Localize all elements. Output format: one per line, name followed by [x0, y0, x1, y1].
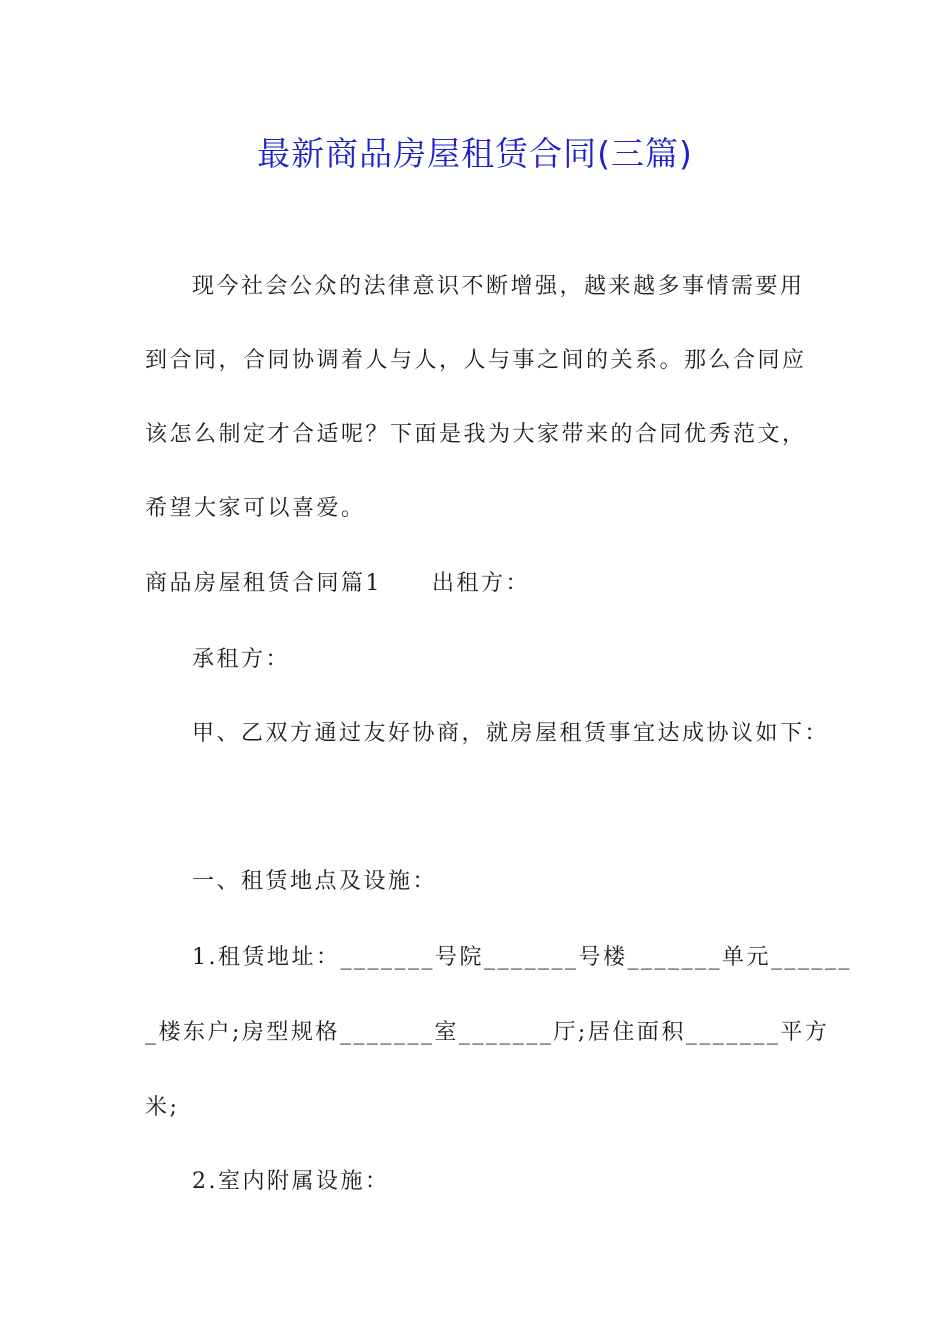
section-heading-line [145, 568, 530, 600]
lessee-label: 承租方： [192, 647, 291, 672]
lessor-label: 出租方： [432, 571, 531, 596]
clause-1-item-1-line-2: _楼东户;房型规格_______室_______厅;居住面积_______平方 [145, 1020, 830, 1045]
section-1-heading: 商品房屋租赁合同篇1 [145, 571, 382, 596]
clause-1-item-1-line-1: 1.租赁地址：_______号院_______号楼_______单元______ [192, 945, 852, 970]
clause-1-item-1-line-3: 米; [145, 1095, 180, 1120]
agreement-text: 甲、乙双方通过友好协商，就房屋租赁事宜达成协议如下： [192, 721, 830, 746]
document-title: 最新商品房屋租赁合同(三篇) [257, 134, 693, 173]
intro-line-3: 该怎么制定才合适呢？下面是我为大家带来的合同优秀范文， [145, 422, 807, 447]
intro-line-4: 希望大家可以喜爱。 [145, 496, 366, 521]
clause-1-heading: 一、租赁地点及设施： [192, 869, 438, 894]
intro-line-2: 到合同，合同协调着人与人，人与事之间的关系。那么合同应 [145, 348, 807, 373]
intro-line-1: 现今社会公众的法律意识不断增强，越来越多事情需要用 [192, 274, 805, 299]
clause-1-item-2: 2.室内附属设施： [192, 1169, 390, 1194]
